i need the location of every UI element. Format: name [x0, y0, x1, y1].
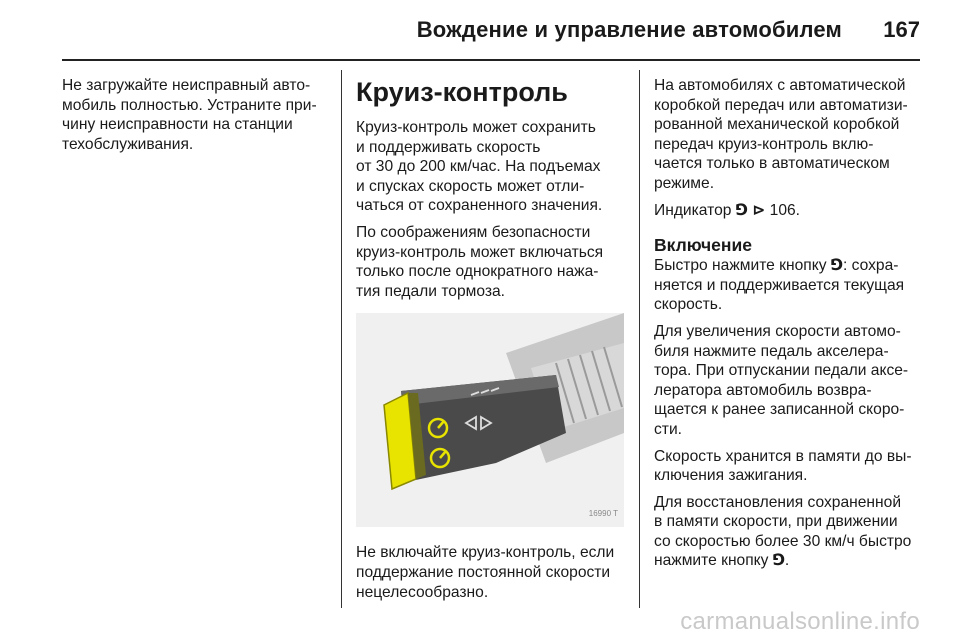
- text-line: со скоростью более 30 км/ч быстро: [654, 532, 912, 550]
- page-title: Вождение и управление автомобилем: [416, 17, 842, 42]
- column-middle: [356, 76, 628, 609]
- column-left: [62, 76, 330, 161]
- text-fragment: .: [784, 552, 790, 570]
- paragraph: [356, 543, 628, 602]
- text-line: тора. При отпускании педали аксе-: [654, 362, 909, 380]
- figure-code: 16990 T: [588, 508, 618, 518]
- text-line: чается только в автоматическом: [654, 155, 890, 173]
- page-header: [0, 0, 960, 60]
- text-fragment: Быстро нажмите кнопку: [654, 257, 827, 275]
- text-line: щается к ранее записанной скоро-: [654, 401, 905, 419]
- text-line: Не включайте круиз-контроль, если: [356, 544, 615, 562]
- column-divider-1: [341, 70, 342, 608]
- watermark: carmanualsonline.info: [680, 608, 920, 635]
- text-line: биля нажмите педаль акселера-: [654, 342, 889, 360]
- page-reference-icon: ⊳: [752, 201, 766, 219]
- paragraph: [62, 76, 330, 154]
- cruise-control-icon: ⅁: [735, 201, 748, 219]
- section-title-cruise-control: Круиз-контроль: [356, 77, 568, 107]
- column-divider-2: [639, 70, 640, 608]
- text-line: сти.: [654, 420, 682, 438]
- page-number: 167: [883, 17, 920, 42]
- indicator-label: Индикатор: [654, 201, 732, 219]
- cruise-resume-icon: ⅁: [772, 552, 785, 570]
- paragraph: [654, 76, 924, 194]
- text-line: На автомобилях с автоматической: [654, 77, 906, 94]
- text-line: режиме.: [654, 174, 715, 192]
- indicator-reference: [654, 201, 924, 221]
- paragraph: [654, 493, 924, 571]
- subheading-switching-on: Включение: [654, 235, 752, 256]
- paragraph: [654, 256, 924, 315]
- text-line: Круиз-контроль может сохранить: [356, 119, 596, 136]
- text-fragment: нажмите кнопку: [654, 552, 769, 570]
- text-line: коробкой передач или автоматизи-: [654, 96, 908, 114]
- column-right: [654, 76, 924, 578]
- text-line: поддержание постоянной скорости: [356, 563, 611, 581]
- paragraph: [356, 118, 628, 216]
- cruise-control-icon: ⅁: [830, 257, 843, 275]
- text-line: рованной механической коробкой: [654, 116, 900, 134]
- text-fragment: : сохра-: [842, 257, 899, 275]
- text-line: лератора автомобиль возвра-: [654, 381, 872, 399]
- text-line: техобслуживания.: [62, 135, 194, 153]
- header-divider: [62, 59, 920, 61]
- text-line: передач круиз-контроль вклю-: [654, 135, 874, 153]
- text-line: тия педали тормоза.: [356, 282, 506, 300]
- text-line: Для восстановления сохраненной: [654, 493, 902, 511]
- text-line: Скорость хранится в памяти до вы-: [654, 447, 912, 465]
- text-line: круиз-контроль может включаться: [356, 243, 604, 261]
- text-line: скорость.: [654, 296, 723, 314]
- text-line: и поддерживать скорость: [356, 138, 541, 156]
- text-line: Не загружайте неисправный авто-: [62, 77, 311, 94]
- text-line: в памяти скорости, при движении: [654, 513, 898, 531]
- text-line: чину неисправности на станции: [62, 116, 293, 134]
- text-line: и спусках скорость может отли-: [356, 177, 585, 195]
- text-line: от 30 до 200 км/час. На подъемах: [356, 158, 601, 176]
- paragraph: [654, 447, 924, 486]
- text-line: ключения зажигания.: [654, 467, 808, 485]
- paragraph: [356, 223, 628, 301]
- text-line: Для увеличения скорости автомо-: [654, 322, 901, 340]
- text-line: мобиль полностью. Устраните при-: [62, 96, 317, 114]
- text-line: По соображениям безопасности: [356, 223, 591, 241]
- text-line: чаться от сохраненного значения.: [356, 197, 603, 215]
- lever-drawing: [356, 313, 624, 527]
- text-line: няется и поддерживается текущая: [654, 276, 905, 294]
- text-line: только после однократного нажа-: [356, 263, 599, 281]
- page-reference-number: 106.: [769, 201, 800, 219]
- cruise-control-lever-illustration: [356, 313, 624, 527]
- text-line: нецелесообразно.: [356, 583, 489, 601]
- paragraph: [654, 322, 924, 440]
